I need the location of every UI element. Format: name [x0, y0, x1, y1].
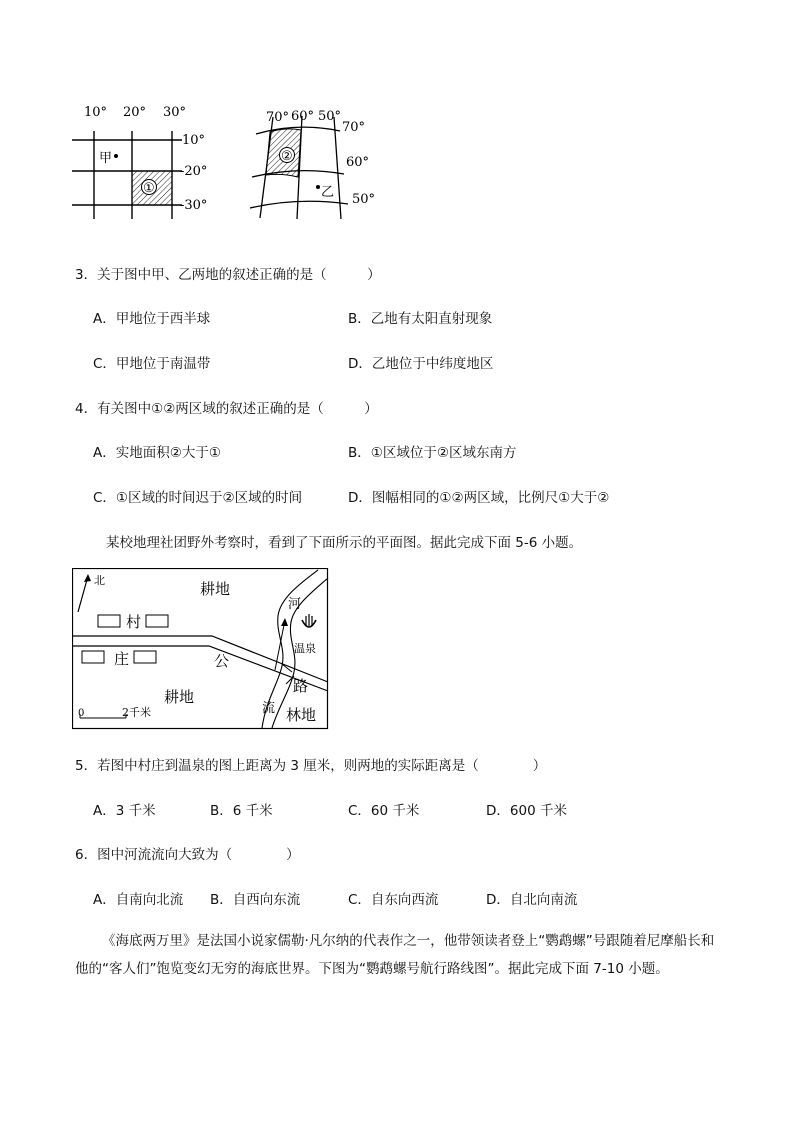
- village-label-cun: 村: [126, 613, 142, 631]
- lat-label-70: 70°: [342, 120, 366, 135]
- point-yi-dot: [316, 185, 320, 189]
- lat-label-30: -30°: [180, 198, 208, 213]
- point-jia-label: 甲: [99, 151, 113, 166]
- q3-option-b[interactable]: B．乙地有太阳直射现象: [348, 311, 493, 327]
- lon-label-60: 60°: [291, 109, 315, 124]
- question-4-stem: 4．有关图中①②两区域的叙述正确的是（ ）: [75, 401, 378, 417]
- lat-label-20: -20°: [180, 164, 208, 179]
- q3-option-c[interactable]: C．甲地位于南温带: [93, 356, 211, 372]
- q5-option-b[interactable]: B．6 千米: [210, 803, 273, 819]
- road-label-gong: 公: [214, 652, 230, 670]
- field-map: [72, 568, 330, 730]
- village-block-3: [82, 651, 104, 663]
- lat-label-60: 60°: [346, 155, 370, 170]
- lon-label-50: 50°: [318, 109, 342, 124]
- q4-option-c[interactable]: C．①区域的时间迟于②区域的时间: [93, 490, 303, 506]
- forest-label: 林地: [286, 706, 317, 724]
- farmland-bottom-label: 耕地: [164, 688, 195, 706]
- river-label-liu: 流: [262, 701, 276, 716]
- region-1-label: ①: [143, 181, 155, 196]
- lon-label-70: 70°: [266, 110, 290, 125]
- scale-label-2km: 2千米: [122, 706, 151, 719]
- road-label-lu: 路: [293, 677, 309, 695]
- region-2-label: ②: [281, 149, 293, 164]
- scale-label-0: 0: [78, 708, 85, 719]
- question-3-stem: 3．关于图中甲、乙两地的叙述正确的是（ ）: [75, 267, 381, 283]
- river-label-he: 河: [288, 597, 302, 612]
- north-label: 北: [94, 574, 105, 587]
- village-label-zhuang: 庄: [114, 650, 130, 668]
- q3-option-d[interactable]: D．乙地位于中纬度地区: [348, 356, 494, 372]
- lon-label-10: 10°: [84, 105, 108, 120]
- q4-option-a[interactable]: A．实地面积②大于①: [93, 445, 221, 461]
- village-block-2: [146, 615, 168, 627]
- intro-paragraph-1: 某校地理社团野外考察时，看到了下面所示的平面图。据此完成下面 5-6 小题。: [106, 535, 583, 551]
- q4-option-b[interactable]: B．①区域位于②区域东南方: [348, 445, 517, 461]
- q5-option-d[interactable]: D．600 千米: [486, 803, 567, 819]
- lat-label-10: 10°: [182, 133, 206, 148]
- q3-option-a[interactable]: A．甲地位于西半球: [93, 311, 211, 327]
- grid-figure-2: [248, 100, 398, 225]
- q4-option-d[interactable]: D．图幅相同的①②两区域，比例尺①大于②: [348, 490, 610, 506]
- farmland-top-label: 耕地: [200, 580, 231, 598]
- intro-paragraph-2: 《海底两万里》是法国小说家儒勒·凡尔纳的代表作之一，他带领读者登上“鹦鹉螺”号跟随着尼摩船长和他的“客人们”饱览变幻无穷的海底世界。下图为“鹦鹉螺号航行路线图”。据此完成下面 7-10 小题。: [75, 933, 715, 977]
- village-block-4: [134, 651, 156, 663]
- lon-label-20: 20°: [123, 105, 147, 120]
- question-6-stem: 6．图中河流流向大致为（ ）: [75, 847, 300, 863]
- point-jia-dot: [114, 154, 118, 158]
- hot-spring-label: 温泉: [294, 642, 316, 655]
- point-yi-label: 乙: [321, 185, 335, 200]
- q5-option-a[interactable]: A．3 千米: [93, 803, 156, 819]
- question-5-stem: 5．若图中村庄到温泉的图上距离为 3 厘米，则两地的实际距离是（ ）: [75, 758, 547, 774]
- q6-option-d[interactable]: D．自北向南流: [486, 892, 578, 908]
- q5-option-c[interactable]: C．60 千米: [348, 803, 420, 819]
- q6-option-a[interactable]: A．自南向北流: [93, 892, 184, 908]
- q6-option-b[interactable]: B．自西向东流: [210, 892, 301, 908]
- grid-figure-1: [60, 95, 240, 225]
- village-block-1: [98, 615, 120, 627]
- lat-label-50: 50°: [352, 192, 376, 207]
- q6-option-c[interactable]: C．自东向西流: [348, 892, 439, 908]
- lon-label-30: 30°: [163, 105, 187, 120]
